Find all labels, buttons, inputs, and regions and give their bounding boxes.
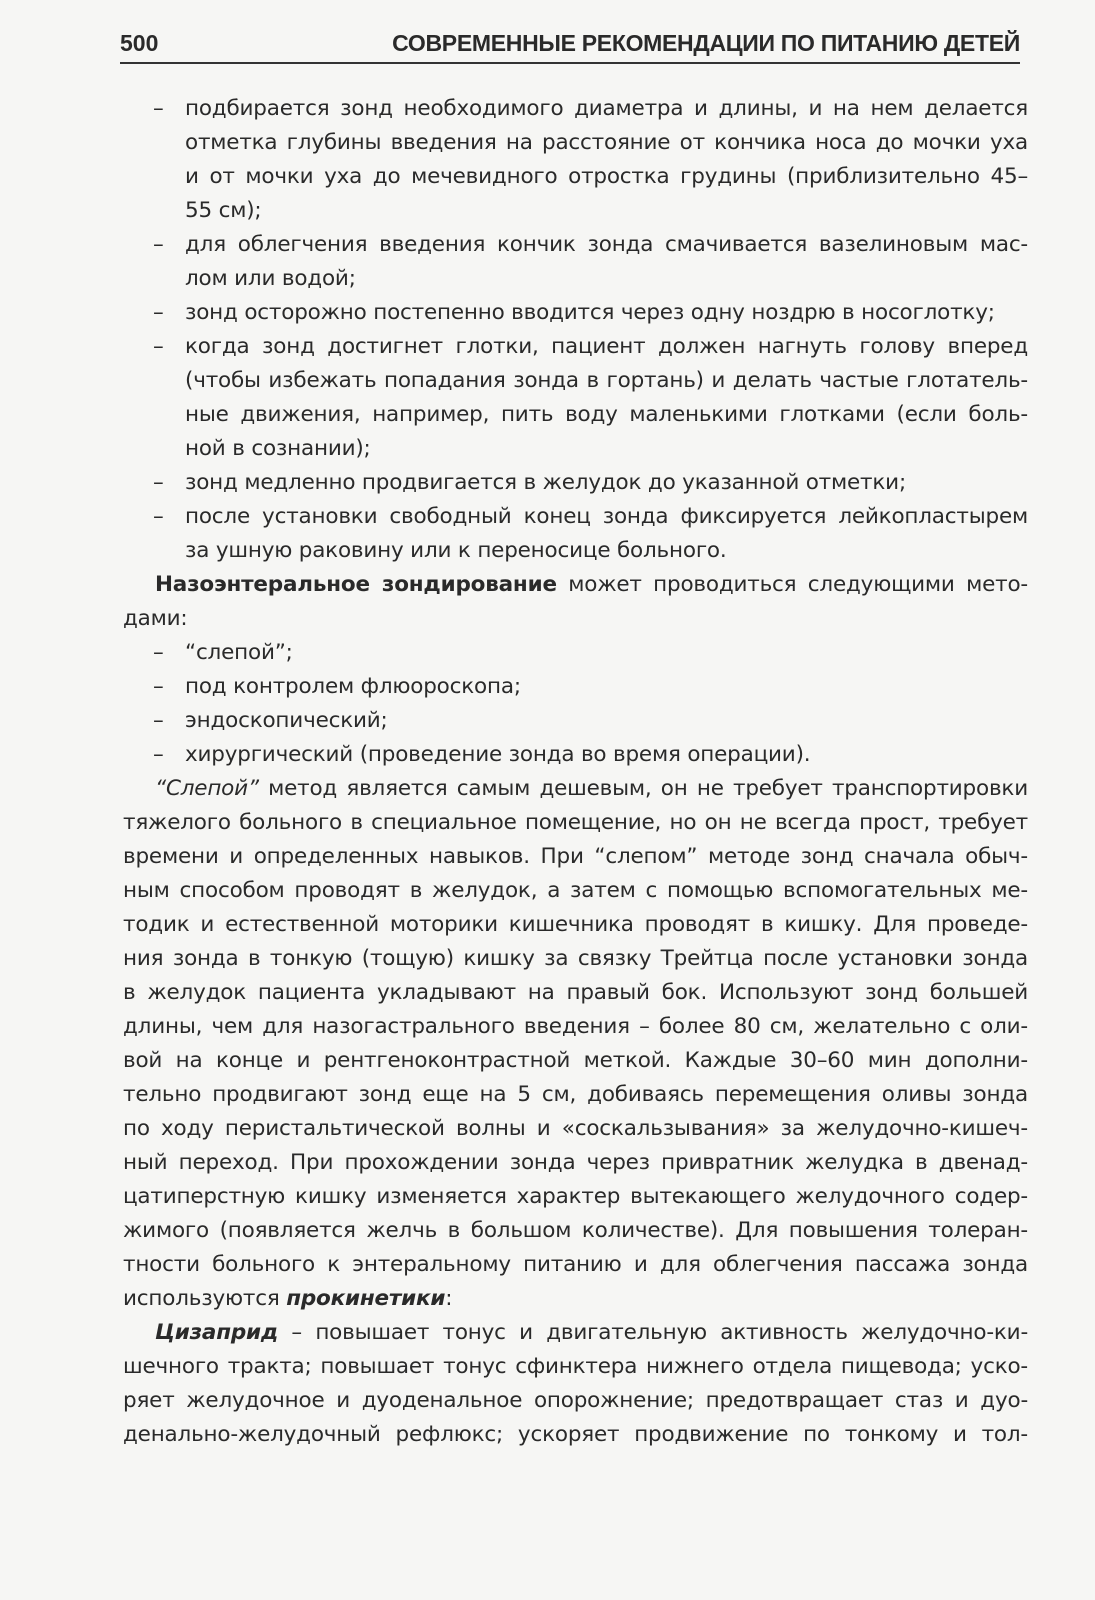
list-item-continuation: за ушную раковину или к переносице больного. <box>185 538 727 563</box>
list-item-continuation: и от мочки уха до мечевидного отростка грудины (приблизительно 45– <box>185 164 1028 189</box>
paragraph-line: тяжелого больного в специальное помещение, но он не всегда прост, требует <box>123 810 1028 835</box>
paragraph-line: тности больного к энтеральному питанию и для облегчения пассажа зонда <box>123 1252 1028 1277</box>
list-item <box>123 228 1028 296</box>
paragraph-nasoenteral: Назоэнтеральное зондирование может проводиться следующими мето- дами: <box>123 572 1028 631</box>
list-item <box>123 330 1028 466</box>
paragraph-line: времени и определенных навыков. При “слепом” методе зонд сначала обыч- <box>123 844 1028 869</box>
procedure-list <box>123 92 1028 568</box>
list-item-text: – зонд осторожно постепенно вводится через одну ноздрю в носоглотку; <box>123 296 1028 330</box>
list-item <box>123 466 1028 500</box>
paragraph-line: ный переход. При прохождении зонда через привратник желудка в двенад- <box>123 1150 1028 1175</box>
list-dash: – <box>153 742 164 767</box>
list-item-text: – подбирается зонд необходимого диаметра и длины, и на нем делается <box>123 92 1028 126</box>
list-item-continuation: 55 см); <box>185 198 262 223</box>
page-number: 500 <box>120 30 159 56</box>
list-item-continuation: отметка глубины введения на расстояние от кончика носа до мочки уха <box>185 130 1028 155</box>
list-item-text: – после установки свободный конец зонда фиксируется лейкопластырем <box>123 500 1028 534</box>
term-prokinetics: прокинетики <box>286 1286 446 1311</box>
list-dash: – <box>153 674 164 699</box>
methods-list <box>123 636 1028 772</box>
paragraph-line: тодик и естественной моторики кишечника проводят в кишку. Для проведе- <box>123 912 1028 937</box>
list-item-continuation: ные движения, например, пить воду маленькими глотками (если боль- <box>185 402 1028 427</box>
paragraph-line: жимого (появляется желчь в большом количестве). Для повышения толеран- <box>123 1218 1028 1243</box>
paragraph-line: тельно продвигают зонд еще на 5 см, добиваясь перемещения оливы зонда <box>123 1082 1028 1107</box>
paragraph-line: цатиперстную кишку изменяется характер вытекающего желудочного содер- <box>123 1184 1028 1209</box>
list-item: – эндоскопический; <box>123 704 1028 738</box>
list-dash: – <box>153 334 164 359</box>
paragraph-line: вой на конце и рентгеноконтрастной меткой. Каждые 30–60 мин дополни- <box>123 1048 1028 1073</box>
paragraph-line: в желудок пациента укладывают на правый бок. Используют зонд большей <box>123 980 1028 1005</box>
paragraph-blind-method: “Слепой” метод является самым дешевым, он не требует транспортировки тяжелого больного в специальное помещение, но он не всегда прост, требует времени и определенных навыков. При “слепом” методе зонд сначала обыч- ным способом проводят в желудок, а затем с помощью вспомогательных ме- тодик и естественной моторики кишечника проводят в кишку. Для проведе- ния зонда в тонкую (тощую) кишку за связку Трейтца после установки зонда в желудок пациента укладывают на правый бок. Используют зонд большей длины, чем для назогастрального введения – более 80 см, желательно с оли- вой на конце и рентгеноконтрастной меткой. Каждые 30–60 мин дополни- тельно продвигают зонд еще на 5 см, добиваясь перемещения оливы зонда по ходу перистальтической волны и «соскальзывания» за желудочно-кишеч- ный переход. При прохождении зонда через привратник желудка в двенад- цатиперстную кишку изменяется характер вытекающего желудочного содер- жимого (появляется желчь в большом количестве). Для повышения толеран- тности больного к энтеральному питанию и для облегчения пассажа зонда используются прокинетики: <box>123 776 1028 1311</box>
list-item: – под контролем флюороскопа; <box>123 670 1028 704</box>
list-item: – хирургический (проведение зонда во время операции). <box>123 738 1028 772</box>
paragraph-line: денально-желудочный рефлюкс; ускоряет продвижение по тонкому и тол- <box>123 1422 1028 1447</box>
list-dash: – <box>153 300 164 325</box>
list-item-text: – когда зонд достигнет глотки, пациент должен нагнуть голову вперед <box>123 330 1028 364</box>
page-header <box>120 30 1020 64</box>
term-nasoenteral: Назоэнтеральное зондирование <box>155 572 557 597</box>
paragraph-line: ным способом проводят в желудок, а затем с помощью вспомогательных ме- <box>123 878 1028 903</box>
body-text <box>123 92 1028 1452</box>
paragraph-line: длины, чем для назогастрального введения – более 80 см, желательно с оли- <box>123 1014 1028 1039</box>
term-blind: “Слепой” <box>155 776 259 801</box>
running-title: СОВРЕМЕННЫЕ РЕКОМЕНДАЦИИ ПО ПИТАНИЮ ДЕТЕЙ <box>392 30 1020 56</box>
list-dash: – <box>153 504 164 529</box>
list-item-continuation: лом или водой; <box>185 266 356 291</box>
term-cisapride: Цизаприд <box>155 1320 279 1345</box>
list-item <box>123 296 1028 330</box>
list-dash: – <box>153 708 164 733</box>
list-dash: – <box>153 640 164 665</box>
list-item-continuation: ной в сознании); <box>185 436 371 461</box>
list-item <box>123 92 1028 228</box>
list-dash: – <box>153 96 164 121</box>
paragraph-line: шечного тракта; повышает тонус сфинктера нижнего отдела пищевода; уско- <box>123 1354 1028 1379</box>
list-item-text: – зонд медленно продвигается в желудок до указанной отметки; <box>123 466 1028 500</box>
paragraph-line: ния зонда в тонкую (тощую) кишку за связку Трейтца после установки зонда <box>123 946 1028 971</box>
list-dash: – <box>153 232 164 257</box>
paragraph-line: по ходу перистальтической волны и «соскальзывания» за желудочно-кишеч- <box>123 1116 1028 1141</box>
list-item: – “слепой”; <box>123 636 1028 670</box>
list-item-continuation: (чтобы избежать попадания зонда в гортань) и делать частые глотатель- <box>185 368 1028 393</box>
paragraph-line: ряет желудочное и дуоденальное опорожнение; предотвращает стаз и дуо- <box>123 1388 1028 1413</box>
list-item <box>123 500 1028 568</box>
list-dash: – <box>153 470 164 495</box>
paragraph-cisapride: Цизаприд – повышает тонус и двигательную активность желудочно-ки- шечного тракта; повышает тонус сфинктера нижнего отдела пищевода; уско- ряет желудочное и дуоденальное опорожнение; предотвращает стаз и дуо- денально-желудочный рефлюкс; ускоряет продвижение по тонкому и тол- <box>123 1316 1028 1452</box>
list-item-text: – для облегчения введения кончик зонда смачивается вазелиновым мас- <box>123 228 1028 262</box>
